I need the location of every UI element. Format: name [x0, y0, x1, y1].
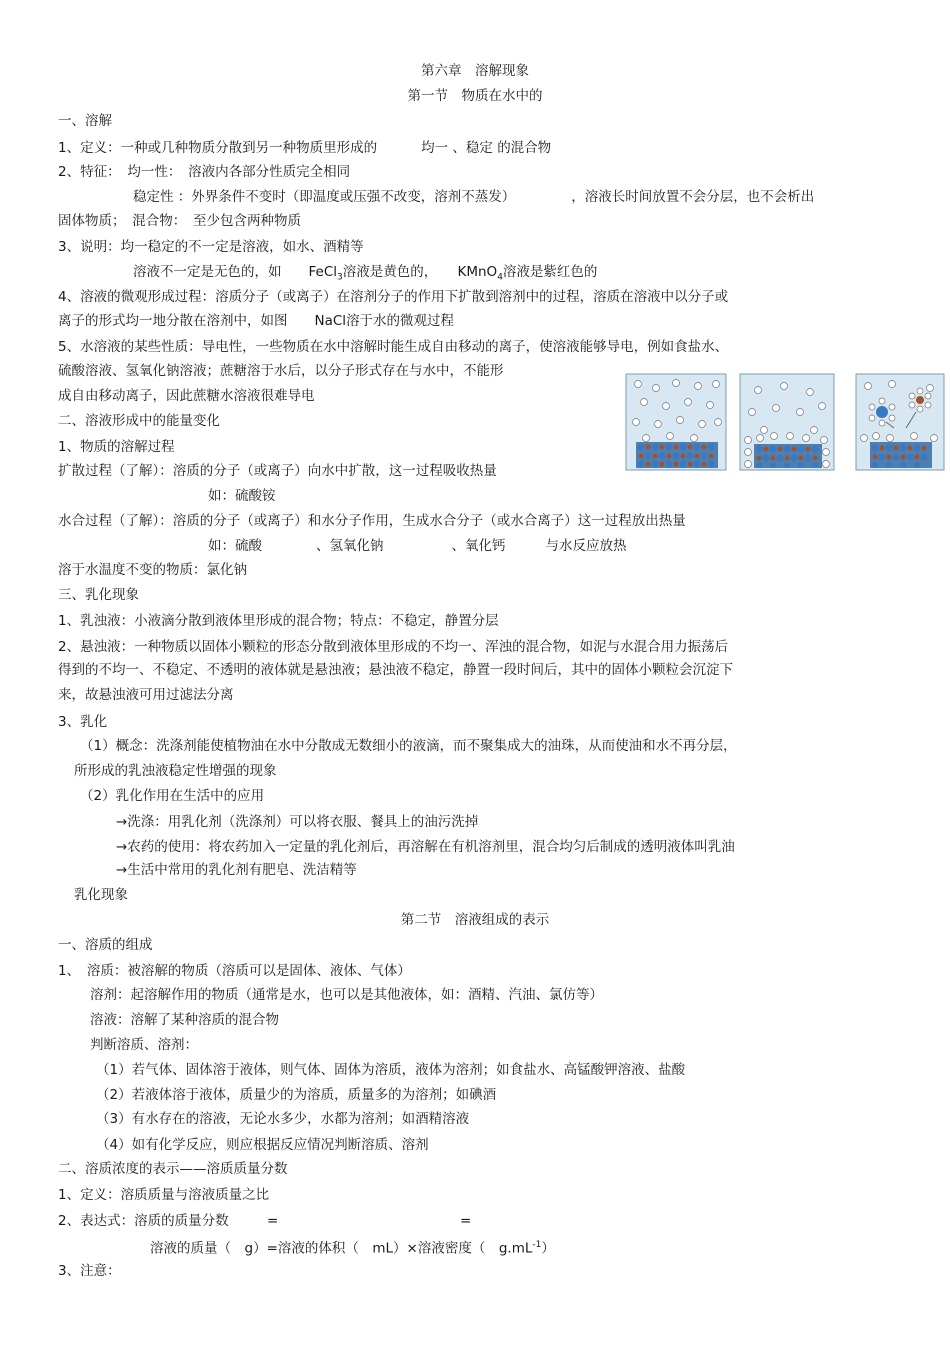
paragraph-line: 5、水溶液的某些性质：导电性，一些物质在水中溶解时能生成自由移动的离子，使溶液能够导电，例如食盐水、	[58, 339, 729, 355]
list-item: （3）有水存在的溶液，无论水多少，水都为溶剂；如酒精溶液	[96, 1111, 470, 1127]
paragraph-line: 1、乳浊液：小液滴分散到液体里形成的混合物；特点：不稳定，静置分层	[58, 613, 499, 629]
paragraph-line: 2、悬浊液：一种物质以固体小颗粒的形态分散到液体里形成的不均一、浑浊的混合物，如泥与水混合用力振荡后	[58, 639, 729, 655]
example-line: 如：硫酸铵	[208, 488, 276, 504]
feature-line: 稳定性 ：外界条件不变时（即温度或压强不改变，溶剂不蒸发） ，溶液长时间放置不会分层，也不会析出	[133, 189, 815, 205]
salt-crystal	[636, 442, 718, 468]
paragraph-line: 得到的不均一、不稳定、不透明的液体就是悬浊液；悬浊液不稳定，静置一段时间后，其中的固体小颗粒会沉淀下	[58, 662, 733, 678]
heading: 二、溶液形成中的能量变化	[58, 413, 220, 429]
example-line: 如：硫酸 、氢氧化钠 、氧化钙 与水反应放热	[208, 538, 627, 554]
panel-3	[856, 374, 944, 470]
paragraph-line: 乳化现象	[74, 887, 128, 903]
section-title: 第一节 物质在水中的	[407, 88, 543, 104]
paragraph-line: 扩散过程（了解）：溶质的分子（或离子）向水中扩散，这一过程吸收热量	[58, 463, 497, 479]
equals-sign: =	[460, 1213, 472, 1229]
list-item: →洗涤：用乳化剂（洗涤剂）可以将衣服、餐具上的油污洗掉	[116, 814, 479, 830]
note-line: 溶液不一定是无色的，如 FeCl$_3$溶液是黄色的， KMnO$_4$溶液是紫红色的	[133, 264, 598, 283]
list-item: →生活中常用的乳化剂有肥皂、洗洁精等	[116, 862, 357, 878]
list-item: （1）若气体、固体溶于液体，则气体、固体为溶质，液体为溶剂；如食盐水、高锰酸钾溶液、盐酸	[96, 1062, 686, 1078]
section-title: 第二节 溶液组成的表示	[400, 912, 550, 928]
formula-line: 溶液的质量（ g）=溶液的体积（ mL）×溶液密度（ $g.mL^{-1}$）	[150, 1240, 555, 1257]
heading: 一、溶质的组成	[58, 937, 153, 953]
paragraph-line: 水合过程（了解）：溶质的分子（或离子）和水分子作用，生成水合分子（或水合离子）这一过程放出热量	[58, 513, 686, 529]
paragraph-line: （1）概念：洗涤剂能使植物油在水中分散成无数细小的液滴，而不聚集成大的油珠，从而使油和水不再分层，	[80, 738, 737, 754]
list-item: （4）如有化学反应，则应根据反应情况判断溶质、溶剂	[96, 1137, 429, 1153]
feature-line: 2、特征： 均一性： 溶液内各部分性质完全相同	[58, 164, 351, 180]
paragraph-line: 来，故悬浊液可用过滤法分离	[58, 687, 234, 703]
paragraph-line: 离子的形式均一地分散在溶剂中，如图 NaCl溶于水的微观过程	[58, 313, 455, 329]
paragraph-line: 2、表达式：溶质的质量分数	[58, 1213, 229, 1229]
panel-1	[626, 374, 726, 470]
paragraph-line: 1、定义：溶质质量与溶液质量之比	[58, 1187, 270, 1203]
paragraph-line: （2）乳化作用在生活中的应用	[80, 788, 265, 804]
paragraph-line: 成自由移动离子，因此蔗糖水溶液很难导电	[58, 388, 315, 404]
paragraph-line: 4、溶液的微观形成过程：溶质分子（或离子）在溶剂分子的作用下扩散到溶剂中的过程，溶质在溶液中以分子或	[58, 289, 729, 305]
paragraph-line: 1、物质的溶解过程	[58, 439, 175, 455]
paragraph-line: 1、 溶质：被溶解的物质（溶质可以是固体、液体、气体）	[58, 963, 411, 979]
equals-sign: =	[267, 1213, 279, 1229]
panel-2	[740, 374, 834, 470]
heading: 一、溶解	[58, 113, 112, 129]
heading: 二、溶质浓度的表示——溶质质量分数	[58, 1161, 288, 1177]
paragraph-line: 溶剂：起溶解作用的物质（通常是水，也可以是其他液体，如：酒精、汽油、氯仿等）	[90, 987, 603, 1003]
definition-line: 1、定义：一种或几种物质分散到另一种物质里形成的 均一 、稳定 的混合物	[58, 140, 552, 156]
nacl-dissolution-figure	[624, 372, 946, 472]
paragraph-line: 3、乳化	[58, 714, 108, 730]
note-line: 3、说明：均一稳定的不一定是溶液，如水、酒精等	[58, 239, 364, 255]
list-item: （2）若液体溶于液体，质量少的为溶质，质量多的为溶剂；如碘酒	[96, 1087, 497, 1103]
paragraph-line: 硫酸溶液、氢氧化钠溶液；蔗糖溶于水后，以分子形式存在与水中，不能形	[58, 363, 504, 379]
list-item: →农药的使用：将农药加入一定量的乳化剂后，再溶解在有机溶剂里，混合均匀后制成的透明液体叫乳油	[116, 839, 735, 855]
heading: 三、乳化现象	[58, 587, 139, 603]
paragraph-line: 3、注意：	[58, 1263, 121, 1279]
paragraph-line: 判断溶质、溶剂：	[90, 1037, 198, 1053]
chapter-title: 第六章 溶解现象	[421, 63, 529, 79]
paragraph-line: 所形成的乳浊液稳定性增强的现象	[74, 763, 277, 779]
feature-line: 固体物质； 混合物： 至少包含两种物质	[58, 213, 301, 229]
paragraph-line: 溶于水温度不变的物质：氯化钠	[58, 562, 247, 578]
paragraph-line: 溶液：溶解了某种溶质的混合物	[90, 1012, 279, 1028]
